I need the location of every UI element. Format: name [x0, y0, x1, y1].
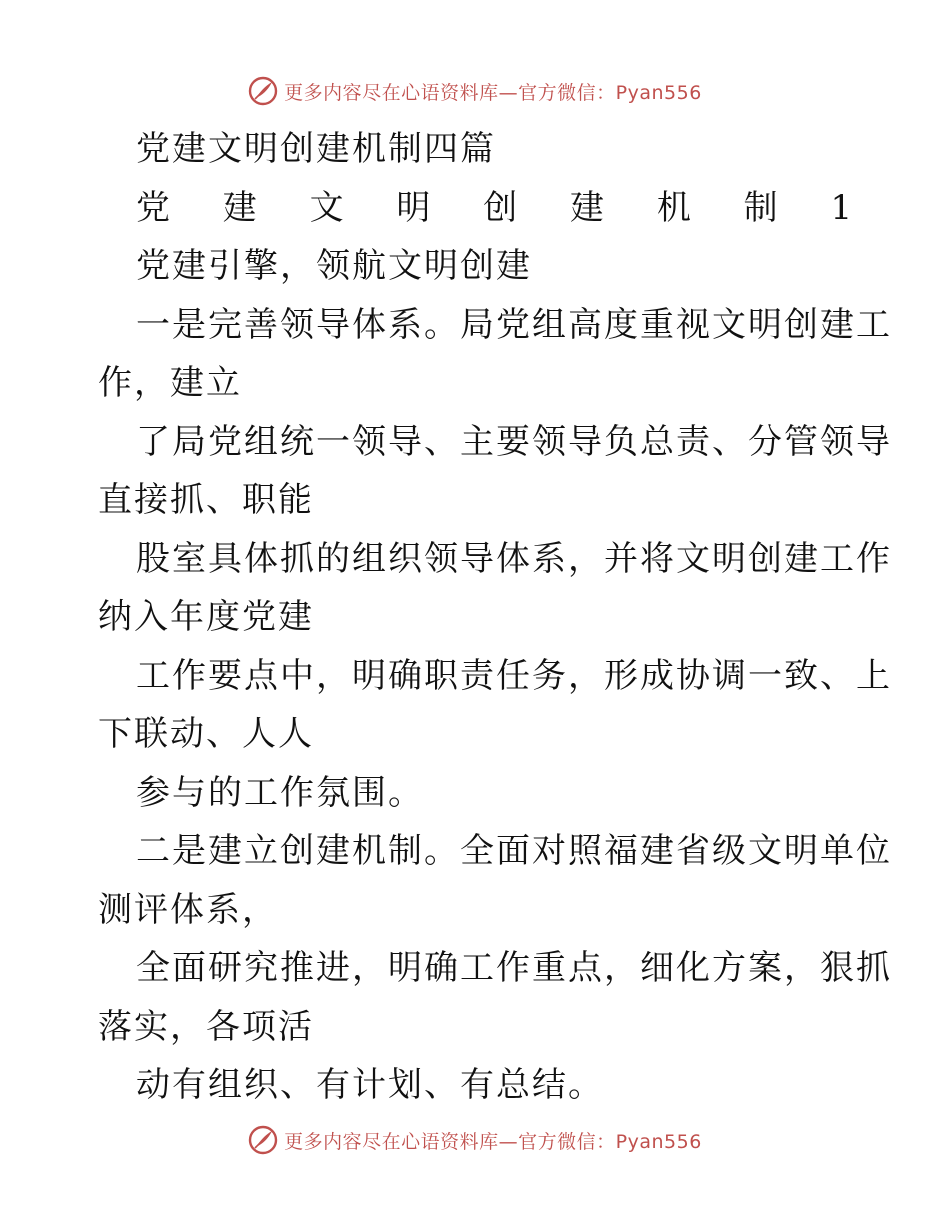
paragraph-line: 作，建立 — [98, 363, 242, 403]
paragraph-line: 参与的工作氛围。 — [136, 772, 424, 813]
header-watermark-banner — [0, 71, 950, 111]
paragraph-line: 落实，各项活 — [98, 1006, 314, 1047]
document-body — [98, 120, 892, 1115]
paragraph-line: 一是完善领导体系。局党组高度重视文明创建工 — [136, 304, 892, 345]
document-subtitle: 党 建 文 明 创 建 机 制 1 — [136, 187, 874, 228]
paragraph-line: 工作要点中，明确职责任务，形成协调一致、上 — [136, 655, 892, 696]
paragraph-line: 直接抓、职能 — [98, 480, 314, 520]
paragraph-line: 测评体系， — [98, 889, 278, 930]
paragraph-line: 动有组织、有计划、有总结。 — [136, 1065, 604, 1105]
paragraph-line: 了局党组统一领导、主要领导负总责、分管领导 — [136, 421, 892, 462]
feather-logo-icon — [248, 1125, 278, 1155]
paragraph-line: 全面研究推进，明确工作重点，细化方案，狠抓 — [136, 948, 892, 988]
banner-text: 更多内容尽在心语资料库—官方微信：Pyan556 — [284, 81, 702, 104]
section-heading: 党建引擎，领航文明创建 — [136, 246, 532, 286]
banner-text: 更多内容尽在心语资料库—官方微信：Pyan556 — [284, 1130, 702, 1153]
feather-logo-icon — [248, 76, 278, 106]
paragraph-line: 下联动、人人 — [98, 714, 314, 754]
paragraph-line: 二是建立创建机制。全面对照福建省级文明单位 — [136, 831, 892, 871]
paragraph-line: 纳入年度党建 — [98, 597, 314, 637]
footer-watermark-banner — [0, 1120, 950, 1160]
paragraph-line: 股室具体抓的组织领导体系，并将文明创建工作 — [136, 538, 892, 579]
document-title: 党建文明创建机制四篇 — [136, 129, 496, 169]
